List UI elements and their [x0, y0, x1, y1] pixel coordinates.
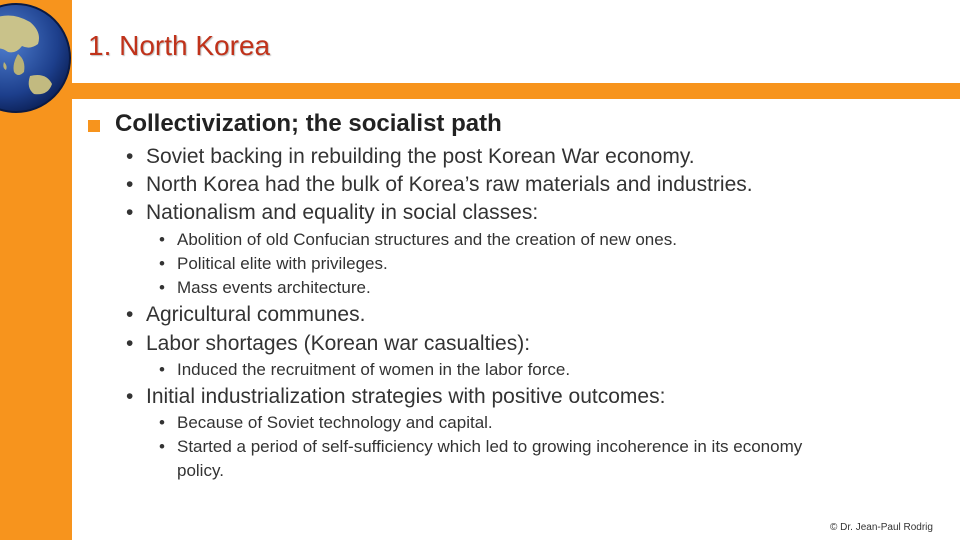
- list-item-text: Started a period of self-sufficiency which led to growing incoherence in its economy: [177, 437, 803, 456]
- bullet-icon: •: [126, 145, 134, 168]
- list-item-text: North Korea had the bulk of Korea’s raw materials and industries.: [146, 173, 753, 196]
- copyright-notice: © Dr. Jean-Paul Rodrig: [830, 522, 933, 533]
- bullet-icon: •: [126, 385, 134, 408]
- bullet-icon: •: [159, 360, 165, 379]
- list-item-text: Labor shortages (Korean war casualties):: [146, 332, 531, 355]
- list-item-text: policy.: [177, 461, 224, 480]
- bullet-icon: •: [159, 413, 165, 432]
- bullet-icon: •: [126, 201, 134, 224]
- bullet-icon: •: [159, 278, 165, 297]
- title-divider-bar: [72, 83, 960, 99]
- square-bullet-icon: [88, 120, 100, 132]
- list-item-text: Soviet backing in rebuilding the post Korean War economy.: [146, 145, 695, 168]
- globe-icon: [0, 2, 72, 114]
- list-item-text: Nationalism and equality in social classes:: [146, 201, 539, 224]
- bullet-icon: •: [159, 254, 165, 273]
- bullet-icon: •: [126, 303, 134, 326]
- list-item-text: Induced the recruitment of women in the labor force.: [177, 360, 571, 379]
- list-item-text: Agricultural communes.: [146, 303, 366, 326]
- list-item-text: Mass events architecture.: [177, 278, 371, 297]
- list-item-text: Abolition of old Confucian structures and the creation of new ones.: [177, 230, 677, 249]
- bullet-icon: •: [159, 437, 165, 456]
- list-item-text: Because of Soviet technology and capital.: [177, 413, 493, 432]
- list-item-text: Initial industrialization strategies with positive outcomes:: [146, 385, 666, 408]
- list-item-text: Political elite with privileges.: [177, 254, 388, 273]
- bullet-icon: •: [159, 230, 165, 249]
- slide-title: 1. North Korea: [88, 30, 271, 61]
- section-heading-text: Collectivization; the socialist path: [115, 110, 502, 137]
- bullet-icon: •: [126, 173, 134, 196]
- bullet-icon: •: [126, 332, 134, 355]
